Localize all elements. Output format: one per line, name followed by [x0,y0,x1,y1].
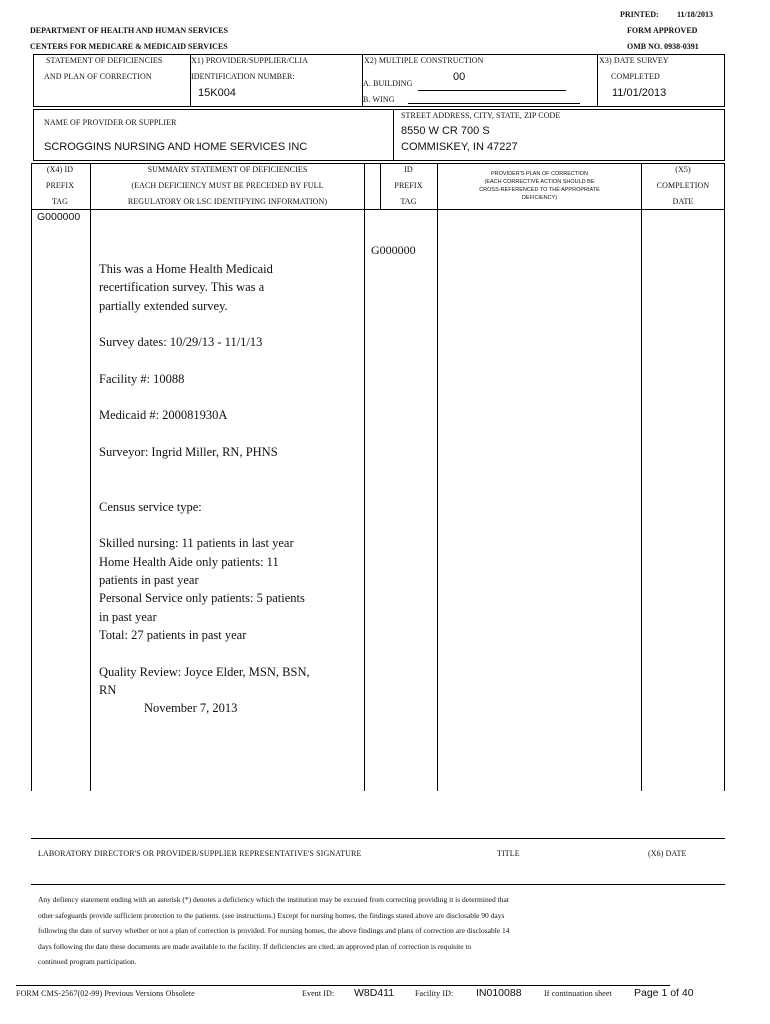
row1-left-border [33,54,34,107]
disclaimer-line1: Any defiency statement ending with an asterisk (*) denotes a deficiency which the institution may be excused from correcting providing it is determined that [38,895,509,904]
summary-text [99,260,361,717]
facility-id-label: Facility ID: [415,989,454,998]
signature-label: LABORATORY DIRECTOR'S OR PROVIDER/SUPPLIER REPRESENTATIVE'S SIGNATURE [38,849,362,858]
x4-label-line2: PREFIX [45,181,75,190]
summary-label-line1: SUMMARY STATEMENT OF DEFICIENCIES [147,165,308,174]
intro-line2: recertification survey. This was a [99,280,265,295]
building-value: 00 [453,71,466,83]
col-line-left [31,163,32,791]
printed-label: PRINTED: [620,10,659,19]
x4-label-line1: (X4) ID [46,165,74,174]
row2-top-border [33,109,725,110]
row2-divider [393,109,394,161]
census-line2: Home Health Aide only patients: 11 [99,554,279,569]
row1-top-border [33,54,725,55]
x1-label-line2: IDENTIFICATION NUMBER: [191,72,295,81]
signature-bottom-border [31,884,725,885]
col-line-prefix [90,163,91,791]
x1-label-line1: X1) PROVIDER/SUPPLIER/CLIA [191,56,309,65]
id-label-line1: ID [404,165,413,174]
event-id-label: Event ID: [302,989,335,998]
x5-label-line3: DATE [672,197,694,206]
quality-review-date: November 7, 2013 [144,701,238,716]
x4-label-line3: TAG [51,197,69,206]
printed-date: 11/18/2013 [677,10,714,19]
col-line-summary [364,163,365,791]
disclaimer-line5: continued program participation. [38,957,137,966]
row2-bottom-border [33,160,725,161]
title-label: TITLE [497,849,520,858]
surveyor: Surveyor: Ingrid Miller, RN, PHNS [99,444,278,459]
quality-review-line1: Quality Review: Joyce Elder, MSN, BSN, [99,664,310,679]
quality-review-line2: RN [99,682,117,697]
id-label-line3: TAG [400,197,417,206]
date-label: (X6) DATE [648,849,687,858]
row1-right-border [724,54,725,107]
id-label-line2: PREFIX [394,181,423,190]
plan-label-line4: DEFICIENCY) [521,195,558,201]
row1-divider-3 [597,54,598,107]
plan-label-line1: PROVIDER'S PLAN OF CORRECTION [490,171,588,177]
event-id-value: W8D411 [354,987,395,999]
plan-label-line3: CROSS-REFERENCED TO THE APPROPRIATE [479,187,600,193]
facility-id-value: IN010088 [476,987,522,999]
address-line2: COMMISKEY, IN 47227 [401,141,518,153]
provider-name-label: NAME OF PROVIDER OR SUPPLIER [44,118,177,127]
right-prefix-tag: G000000 [371,243,416,257]
census-line5: in past year [99,609,157,624]
form-approved: FORM APPROVED [627,26,698,35]
facility-number: Facility #: 10088 [99,371,185,386]
x3-label-line1: X3) DATE SURVEY [599,56,669,65]
disclaimer-line3: following the date of survey whether or not a plan of correction is provided. For nursing homes, the above findings and plans of correction are disclosable 14 [38,926,510,935]
x2-building-label: A. BUILDING [363,79,413,88]
omb-number: OMB NO. 0938-0391 [627,42,699,51]
footer-top-border [16,985,670,986]
columns-top-border [31,163,725,164]
col-line-id [437,163,438,791]
statement-label-line2: AND PLAN OF CORRECTION [44,72,152,81]
census-line3: patients in past year [99,573,199,588]
survey-dates: Survey dates: 10/29/13 - 11/1/13 [99,335,263,350]
summary-label-line2: (EACH DEFICIENCY MUST BE PRECEDED BY FULL [131,181,324,190]
col-line-right [724,163,725,791]
census-heading: Census service type: [99,499,202,514]
x2-wing-label: B. WING [363,95,395,104]
form-number: FORM CMS-2567(02-99) Previous Versions Obsolete [16,989,195,998]
disclaimer [38,892,718,970]
x5-label-line1: (X5) [675,165,691,174]
page-number: Page 1 of 40 [634,987,694,999]
census-line4: Personal Service only patients: 5 patients [99,591,305,606]
census-line1: Skilled nursing: 11 patients in last year [99,536,294,551]
summary-label-line3: REGULATORY OR LSC IDENTIFYING INFORMATION) [127,197,328,206]
columns-bottom-border [31,209,725,210]
row2-right-border [724,109,725,161]
centers-title: CENTERS FOR MEDICARE & MEDICAID SERVICES [30,42,228,51]
wing-underline [408,103,580,104]
medicaid-number: Medicaid #: 200081930A [99,408,228,423]
department-title: DEPARTMENT OF HEALTH AND HUMAN SERVICES [30,26,228,35]
provider-name-value: SCROGGINS NURSING AND HOME SERVICES INC [44,141,308,153]
x3-label-line2: COMPLETED [611,72,660,81]
col-line-plan [641,163,642,791]
provider-id-value: 15K004 [198,87,236,99]
disclaimer-line2: other safeguards provide sufficient protection to the patients. (see instructions.) Except for nursing homes, the findings stated above are disclosable 90 days [38,910,505,920]
x2-label: X2) MULTIPLE CONSTRUCTION [364,56,484,65]
building-underline [418,90,566,91]
plan-label-line2: (EACH CORRECTIVE ACTION SHOULD BE [484,179,595,185]
col-line-id-header [380,163,381,210]
intro-line3: partially extended survey. [99,298,228,313]
left-prefix-tag: G000000 [37,211,81,223]
intro-line1: This was a Home Health Medicaid [99,262,273,276]
census-line6: Total: 27 patients in past year [99,627,247,642]
disclaimer-line4: days following the date these documents are made available to the facility. If deficiencies are cited, an approved plan of correction is requisite to [38,941,472,951]
x5-label-line2: COMPLETION [656,181,710,190]
address-line1: 8550 W CR 700 S [401,125,490,137]
survey-completed-date: 11/01/2013 [612,87,667,99]
row1-bottom-border [33,106,725,107]
statement-label-line1: STATEMENT OF DEFICIENCIES [46,56,163,65]
continuation-label: If continuation sheet [544,989,612,998]
row2-left-border [33,109,34,161]
signature-top-border [31,838,725,839]
address-label: STREET ADDRESS, CITY, STATE, ZIP CODE [401,111,561,120]
